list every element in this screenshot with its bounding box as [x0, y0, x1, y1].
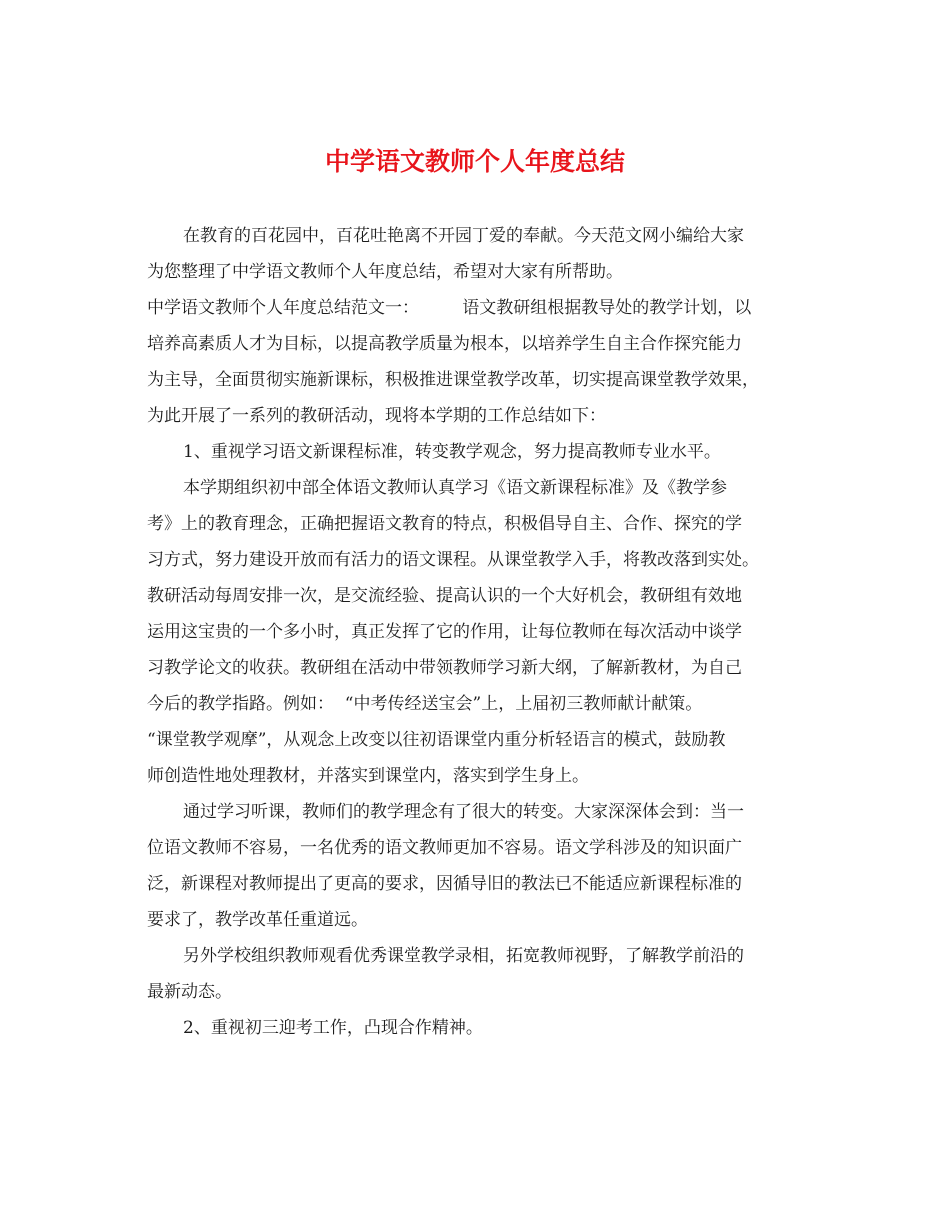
text-line: 考》上的教育理念，正确把握语文教育的特点，积极倡导自主、合作、探究的学 [147, 514, 742, 534]
text-line: 运用这宝贵的一个多小时，真正发挥了它的作用，让每位教师在每次活动中谈学 [147, 622, 742, 642]
text-line: 位语文教师不容易，一名优秀的语文教师更加不容易。语文学科涉及的知识面广 [147, 838, 742, 858]
text-line: 为主导，全面贯彻实施新课标，积极推进课堂教学改革，切实提高课堂教学效果， [147, 370, 759, 390]
text-line: 在教育的百花园中，百花吐艳离不开园丁爱的奉献。今天范文网小编给大家 [183, 226, 744, 246]
text-line: 最新动态。 [147, 982, 232, 1002]
text-line: 另外学校组织教师观看优秀课堂教学录相，拓宽教师视野，了解教学前沿的 [183, 946, 744, 966]
text-line: 今后的教学指路。例如： “中考传经送宝会”上，上届初三教师献计献策。 [147, 694, 703, 714]
text-line: 要求了，教学改革任重道远。 [147, 910, 368, 930]
text-line: 通过学习听课，教师们的教学理念有了很大的转变。大家深深体会到：当一 [183, 802, 744, 822]
text-line: 教研活动每周安排一次，是交流经验、提高认识的一个大好机会，教研组有效地 [147, 586, 742, 606]
section-heading: 2、重视初三迎考工作，凸现合作精神。 [183, 1018, 483, 1038]
text-line: 本学期组织初中部全体语文教师认真学习《语文新课程标准》及《教学参 [183, 478, 727, 498]
text-line: 习教学论文的收获。教研组在活动中带领教师学习新大纲，了解新教材，为自己 [147, 658, 742, 678]
text-line: 泛，新课程对教师提出了更高的要求，因循导旧的教法已不能适应新课程标准的 [147, 874, 742, 894]
text-line: 师创造性地处理教材，并落实到课堂内，落实到学生身上。 [147, 766, 589, 786]
text-line: 为此开展了一系列的教研活动，现将本学期的工作总结如下： [147, 406, 606, 426]
text-line: “课堂教学观摩”，从观念上改变以往初语课堂内重分析轻语言的模式，鼓励教 [147, 730, 726, 750]
text-line: 习方式，努力建设开放而有活力的语文课程。从课堂教学入手，将教改落到实处。 [147, 550, 759, 570]
text-line: 中学语文教师个人年度总结范文一： 语文教研组根据教导处的教学计划，以 [147, 298, 752, 318]
text-line: 培养高素质人才为目标，以提高教学质量为根本，以培养学生自主合作探究能力 [147, 334, 742, 354]
section-heading: 1、重视学习语文新课程标准，转变教学观念，努力提高教师专业水平。 [183, 442, 721, 462]
text-line: 为您整理了中学语文教师个人年度总结，希望对大家有所帮助。 [147, 262, 623, 282]
document-title: 中学语文教师个人年度总结 [324, 147, 625, 176]
